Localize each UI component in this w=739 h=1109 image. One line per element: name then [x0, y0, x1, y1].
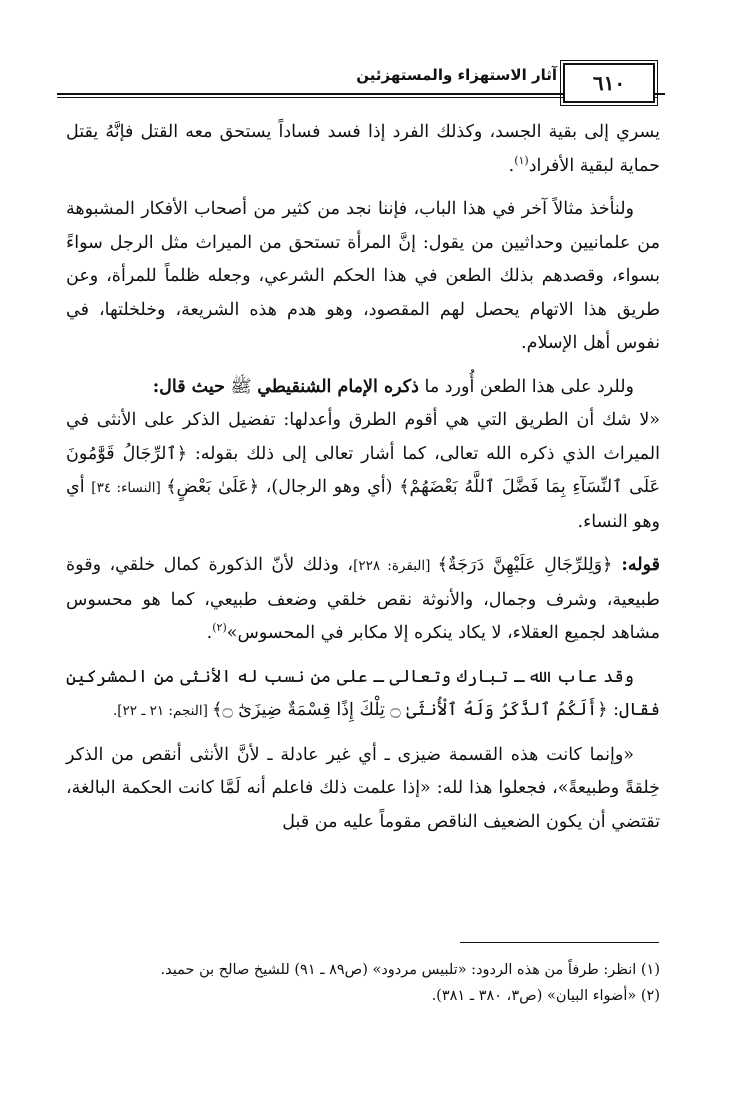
- quote-text: «لا شك أن الطريق التي هي أقوم الطرق وأعدلها: تفضيل الذكر على الأنثى في الميراث الذي ذكره الله تعالى، كما أشار تعالى إلى ذلك بقوله:: [66, 410, 660, 464]
- paragraph-end: .: [206, 623, 213, 643]
- paragraph: [66, 739, 660, 840]
- paragraph: [66, 371, 660, 405]
- paragraph-text: وقد عاب الله ـ تبارك وتعالى ـ على من نسب له الأنثى من المشركين فقال:: [66, 666, 660, 720]
- main-text: [66, 116, 660, 849]
- paragraph: [66, 116, 660, 183]
- quotation: [66, 404, 660, 539]
- paragraph-end: .: [508, 155, 515, 176]
- paragraph-text: وللرد على هذا الطعن أُورد ما: [418, 376, 634, 397]
- quran-verse: ﴿عَلَىٰ بَعْضٍ﴾: [166, 477, 260, 497]
- bold-text: قوله:: [612, 555, 660, 575]
- paragraph: [66, 193, 660, 361]
- verse-reference: [النساء: ٣٤]: [91, 480, 167, 496]
- running-title: آثار الاستهزاء والمستهزئين: [356, 66, 557, 84]
- footnote: (١) انظر: طرفاً من هذه الردود: «تلبيس مردود» (ص٨٩ ـ ٩١) للشيخ صالح بن حميد.: [160, 962, 660, 978]
- footnotes: [66, 957, 660, 1009]
- footnote-ref[interactable]: (١): [514, 153, 529, 167]
- footnote-ref[interactable]: (٢): [212, 621, 227, 635]
- page-number: ٦١٠: [563, 63, 655, 103]
- quote-text: أي وهو النساء.: [66, 477, 660, 532]
- bold-text: ذكره الإمام الشنقيطي: [257, 376, 419, 397]
- paragraph-text: ولنأخذ مثالاً آخر في هذا الباب، فإننا نجد من كثير من أصحاب الأفكار المشبوهة من علمانيين وحداثيين من يقول: إنَّ المرأة تستحق من الميراث مثل الرجل سواءً بسواء، وقصدهم بذلك الطعن في هذا الحكم الشرعي، وجعله ظلماً للمرأة، وعن طريق هذا الاتهام يحصل لهم المقصود، وهو هدم هذه الشريعة، وخلخلتها، في نفوس أهل الإسلام.: [66, 199, 660, 353]
- footnote-separator: [460, 942, 659, 943]
- verse-reference: [النجم: ٢١ ـ ٢٢].: [112, 703, 213, 719]
- quran-verse: ﴿أَلَكُمُ ٱلذَّكَرُ وَلَهُ ٱلْأُنثَىٰ ۝ تِلْكَ إِذًا قِسْمَةٌ ضِيزَىٰٓ ۝﴾: [212, 700, 608, 720]
- bold-text: حيث قال:: [152, 376, 225, 397]
- quran-verse: ﴿وَلِلرِّجَالِ عَلَيْهِنَّ دَرَجَةٌ﴾: [437, 555, 613, 575]
- quotation: [66, 549, 660, 651]
- quran-verse: ﴿ٱلرِّجَالُ قَوَّٰمُونَ عَلَى ٱلنِّسَآءِ بِمَا فَضَّلَ ٱللَّهُ بَعْضَهُمْ﴾: [66, 443, 660, 497]
- honorific: ﷺ: [224, 376, 258, 397]
- paragraph: [66, 661, 660, 729]
- quote-text: ، وذلك لأنّ الذكورة كمال خلقي، وقوة طبيعية، وشرف وجمال، والأنوثة نقص خلقي وضعف طبيعي، كما هو محسوس مشاهد لجميع العقلاء، لا يكاد ينكره إلا مكابر في المحسوس»: [66, 555, 660, 643]
- paragraph-text: يسري إلى بقية الجسد، وكذلك الفرد إذا فسد فساداً يستحق معه القتل فإنَّهُ يقتل حماية لبقية الأفراد: [66, 122, 660, 176]
- paragraph-text: «وإنما كانت هذه القسمة ضيزى ـ أي غير عادلة ـ لأنَّ الأنثى أنقص من الذكر خِلقةً وطبيعةً»، فجعلوا هذا لله: «إذا علمت ذلك فاعلم أنه لَمَّا كانت الحكمة البالغة، تقتضي أن يكون الضعيف الناقص مقوماً عليه من قبل: [66, 744, 660, 832]
- footnote: (٢) «أضواء البيان» (ص٣، ٣٨٠ ـ ٣٨١).: [431, 988, 660, 1004]
- quote-text: (أي وهو الرجال)،: [259, 477, 400, 497]
- verse-reference: [البقرة: ٢٢٨]: [353, 558, 438, 574]
